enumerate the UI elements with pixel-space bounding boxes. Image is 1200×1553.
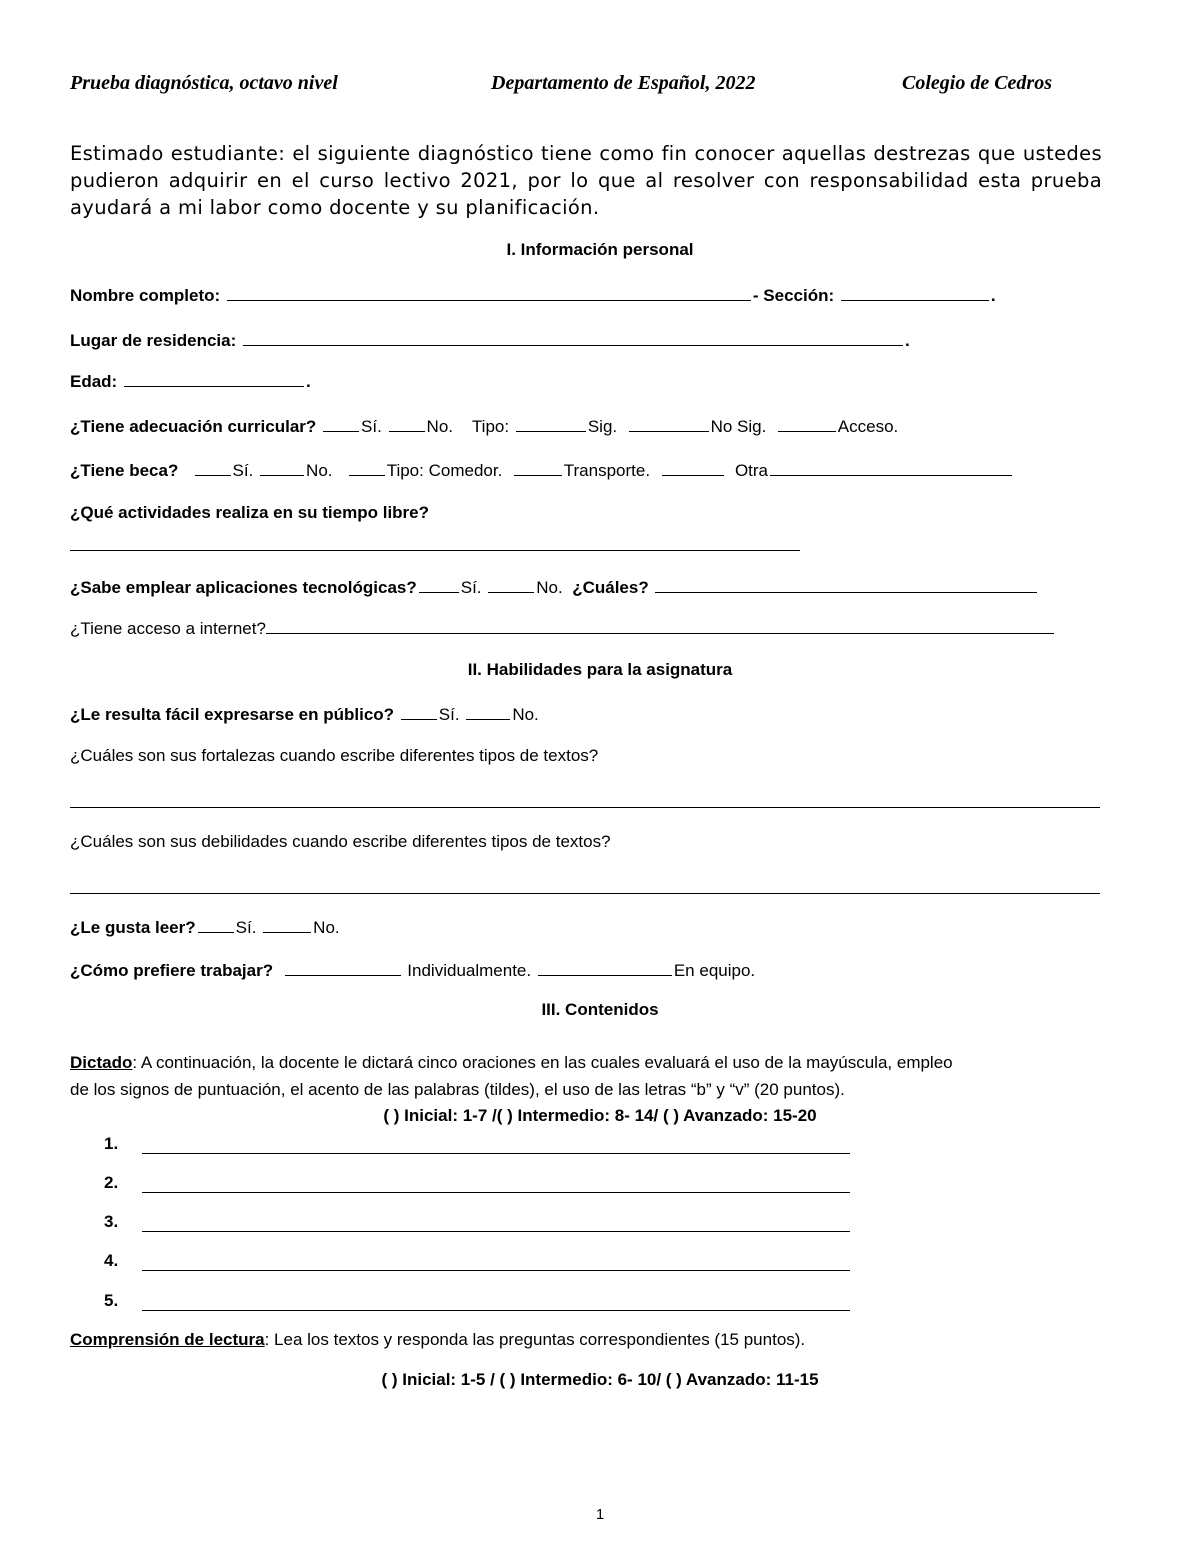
- adecuacion-si: Sí.: [361, 417, 382, 436]
- dictado-text-1: : A continuación, la docente le dictará cinco oraciones en las cuales evaluará el uso de la mayúscula, empleo: [132, 1053, 953, 1072]
- seccion-blank[interactable]: [841, 284, 989, 301]
- lugar-label: Lugar de residencia:: [70, 331, 237, 350]
- edad-blank[interactable]: [124, 370, 304, 387]
- trabajar-row: [70, 959, 755, 981]
- individual-option: Individualmente.: [407, 961, 532, 980]
- nombre-blank[interactable]: [227, 284, 751, 301]
- dictado-label: Dictado: [70, 1053, 133, 1072]
- transporte-option: Transporte.: [563, 461, 651, 480]
- section-2-title: II. Habilidades para la asignatura: [467, 660, 733, 679]
- dictado-answer-line[interactable]: [142, 1270, 850, 1271]
- adecuacion-no-blank[interactable]: [389, 415, 425, 432]
- dictado-item-number: 4.: [104, 1251, 119, 1270]
- dictado-item-number: 3.: [104, 1212, 119, 1231]
- dictado-item-number: 1.: [104, 1134, 119, 1153]
- dictado-line-1: [70, 1053, 953, 1073]
- page-number: 1: [595, 1506, 605, 1523]
- comedor-option: Comedor.: [428, 461, 503, 480]
- otra-option: Otra: [734, 461, 769, 480]
- acceso-option: Acceso.: [837, 417, 899, 436]
- beca-no-blank[interactable]: [260, 459, 304, 476]
- publico-si-blank[interactable]: [401, 703, 437, 720]
- beca-si-blank[interactable]: [195, 459, 231, 476]
- publico-row: [70, 703, 539, 725]
- dictado-answer-line[interactable]: [142, 1231, 850, 1232]
- adecuacion-row: [70, 415, 898, 437]
- cuales-blank[interactable]: [655, 576, 1037, 593]
- no-sig-option: No Sig.: [710, 417, 767, 436]
- tipo-label: Tipo:: [471, 417, 510, 436]
- apps-si: Sí.: [460, 578, 482, 597]
- adecuacion-no: No.: [426, 417, 454, 436]
- sig-blank[interactable]: [516, 415, 586, 432]
- dictado-answer-line[interactable]: [142, 1153, 850, 1154]
- header-test-title: Prueba diagnóstica, octavo nivel: [70, 72, 338, 94]
- acceso-blank[interactable]: [778, 415, 836, 432]
- dictado-text-2: de los signos de puntuación, el acento de las palabras (tildes), el uso de las letras “b” y “v” (20 puntos).: [70, 1080, 845, 1099]
- edad-row: Edad: .: [70, 372, 311, 391]
- apps-no-blank[interactable]: [488, 576, 534, 593]
- apps-no: No.: [536, 578, 563, 597]
- section-1-title: I. Información personal: [506, 240, 694, 259]
- lugar-blank[interactable]: [243, 329, 903, 346]
- leer-si-blank[interactable]: [198, 916, 234, 933]
- dictado-item-number: 2.: [104, 1173, 119, 1192]
- comprension-label: Comprensión de lectura: [70, 1330, 265, 1349]
- leer-row: [70, 916, 340, 938]
- adecuacion-label: ¿Tiene adecuación curricular?: [70, 417, 317, 436]
- beca-label: ¿Tiene beca?: [70, 461, 179, 480]
- no-sig-blank[interactable]: [629, 415, 709, 432]
- comedor-blank[interactable]: [514, 459, 562, 476]
- dictado-answer-line[interactable]: [142, 1310, 850, 1311]
- edad-label: Edad:: [70, 372, 118, 391]
- publico-no: No.: [512, 705, 539, 724]
- leer-no: No.: [313, 918, 340, 937]
- leer-si: Sí.: [235, 918, 257, 937]
- publico-si: Sí.: [438, 705, 460, 724]
- beca-si: Sí.: [232, 461, 254, 480]
- comprension-row: [70, 1330, 805, 1350]
- nombre-row: Nombre completo: - Sección: .: [70, 286, 996, 305]
- debilidades-answer-line[interactable]: [70, 893, 1100, 894]
- section-3-title: III. Contenidos: [541, 1000, 659, 1019]
- dictado-item-number: 5.: [104, 1291, 119, 1310]
- dictado-answer-line[interactable]: [142, 1192, 850, 1193]
- actividades-answer-line[interactable]: [70, 550, 800, 551]
- transporte-blank[interactable]: [662, 459, 724, 476]
- trabajar-label: ¿Cómo prefiere trabajar?: [70, 961, 274, 980]
- otra-blank[interactable]: [770, 459, 1012, 476]
- cuales-label: ¿Cuáles?: [572, 578, 649, 597]
- beca-tipo-blank[interactable]: [349, 459, 385, 476]
- beca-tipo-label: Tipo:: [386, 461, 424, 480]
- internet-row: [70, 617, 1056, 639]
- publico-label: ¿Le resulta fácil expresarse en público?: [70, 705, 395, 724]
- lugar-row: Lugar de residencia: .: [70, 331, 910, 350]
- nombre-label: Nombre completo:: [70, 286, 221, 305]
- beca-row: [70, 459, 1014, 481]
- header-school: Colegio de Cedros: [902, 72, 1052, 94]
- debilidades-label: ¿Cuáles son sus debilidades cuando escribe diferentes tipos de textos?: [70, 832, 611, 851]
- leer-no-blank[interactable]: [263, 916, 311, 933]
- dictado-scale: ( ) Inicial: 1-7 /( ) Intermedio: 8- 14/ ( ) Avanzado: 15-20: [383, 1106, 817, 1125]
- comprension-text: : Lea los textos y responda las preguntas correspondientes (15 puntos).: [264, 1330, 806, 1349]
- intro-paragraph: Estimado estudiante: el siguiente diagnóstico tiene como fin conocer aquellas destrezas que ustedes pudieron adquirir en el curso lectivo 2021, por lo que al resolver con responsabilidad esta prueba ayudará a mi labor como docente y su planificación.: [70, 142, 1102, 219]
- individual-blank[interactable]: [285, 959, 401, 976]
- equipo-option: En equipo.: [673, 961, 756, 980]
- beca-no: No.: [306, 461, 333, 480]
- apps-label: ¿Sabe emplear aplicaciones tecnológicas?: [70, 578, 417, 597]
- adecuacion-si-blank[interactable]: [323, 415, 359, 432]
- equipo-blank[interactable]: [538, 959, 672, 976]
- leer-label: ¿Le gusta leer?: [70, 918, 196, 937]
- seccion-label: - Sección:: [752, 286, 835, 305]
- sig-option: Sig.: [587, 417, 618, 436]
- comprension-scale: ( ) Inicial: 1-5 / ( ) Intermedio: 6- 10/ ( ) Avanzado: 11-15: [381, 1370, 819, 1389]
- apps-row: [70, 576, 1039, 598]
- actividades-label: ¿Qué actividades realiza en su tiempo libre?: [70, 503, 430, 522]
- publico-no-blank[interactable]: [466, 703, 510, 720]
- apps-si-blank[interactable]: [419, 576, 459, 593]
- internet-label: ¿Tiene acceso a internet?: [70, 619, 266, 638]
- fortalezas-label: ¿Cuáles son sus fortalezas cuando escribe diferentes tipos de textos?: [70, 746, 599, 765]
- fortalezas-answer-line[interactable]: [70, 807, 1100, 808]
- header-department: Departamento de Español, 2022: [491, 72, 756, 94]
- internet-blank[interactable]: [266, 617, 1054, 634]
